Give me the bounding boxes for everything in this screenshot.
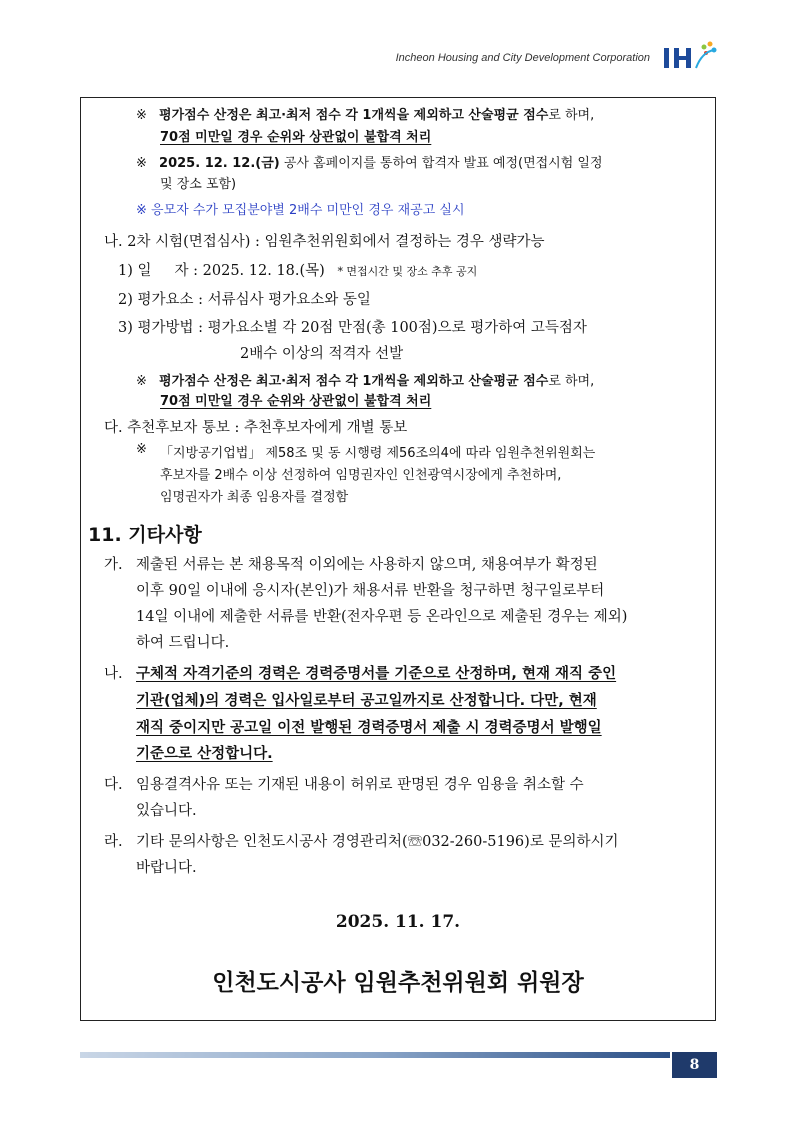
da-note-line-1: 「지방공기업법」 제58조 및 동 시행령 제56조의4에 따라 임원추천위원회는 — [160, 446, 596, 461]
note-2-rest: 공사 홈페이지를 통하여 합격자 발표 예정(면접시험 일정 — [279, 156, 603, 171]
item-na-1 — [118, 259, 477, 280]
footer-bar — [80, 1052, 670, 1058]
item-ga-line-2: 이후 90일 이내에 응시자(본인)가 채용서류 반환을 청구하면 청구일로부터 — [136, 583, 605, 599]
note-mark: ※ — [136, 156, 147, 171]
ih-logo-icon — [660, 38, 720, 72]
item-na-3-line-2: 2배수 이상의 적격자 선발 — [240, 346, 404, 362]
item-ra-line-2: 바랍니다. — [136, 860, 197, 876]
item-na2-line-2: 기관(업체)의 경력은 입사일로부터 공고일까지로 산정합니다. 다만, 현재 — [136, 693, 597, 709]
na-note-line-1 — [136, 370, 594, 389]
item-ga-line-4: 하여 드립니다. — [136, 635, 230, 651]
note-1-line-1 — [136, 104, 594, 123]
item-ga-label: 가. — [104, 557, 123, 573]
da-note-line-3: 임명권자가 최종 임용자를 결정함 — [160, 490, 349, 505]
note-1-rest: 로 하며, — [548, 108, 595, 123]
item-ga-line-1: 제출된 서류는 본 채용목적 이외에는 사용하지 않으며, 채용여부가 확정된 — [136, 557, 598, 573]
da-note-line-2: 후보자를 2배수 이상 선정하여 임명권자인 인천광역시장에게 추천하며, — [160, 468, 562, 483]
note-3: ※ 응모자 수가 모집분야별 2배수 미만인 경우 재공고 실시 — [136, 203, 465, 218]
item-ra-line-1: 기타 문의사항은 인천도시공사 경영관리처(☏032-260-5196)로 문의하시기 — [136, 834, 619, 850]
item-na2-line-4: 기준으로 산정합니다. — [136, 746, 273, 762]
note-1-line-2: 70점 미만일 경우 순위와 상관없이 불합격 처리 — [160, 130, 432, 145]
closing-signature: 인천도시공사 임원추천위원회 위원장 — [212, 970, 584, 996]
item-na2-line-3: 재직 중이지만 공고일 이전 발행된 경력증명서 제출 시 경력증명서 발행일 — [136, 720, 602, 736]
item-na-3-line-1: 3) 평가방법 : 평가요소별 각 20점 만점(총 100점)으로 평가하여 고득점자 — [118, 320, 587, 336]
item-da2-line-1: 임용결격사유 또는 기재된 내용이 허위로 판명된 경우 임용을 취소할 수 — [136, 777, 584, 793]
note-2-bold: 2025. 12. 12.(금) — [159, 156, 280, 171]
closing-date: 2025. 11. 17. — [335, 912, 461, 932]
note-2-line-1 — [136, 152, 603, 171]
na-note-line-2: 70점 미만일 경우 순위와 상관없이 불합격 처리 — [160, 394, 432, 409]
note-1-bold: 평가점수 산정은 최고·최저 점수 각 1개씩을 제외하고 산술평균 점수 — [159, 108, 549, 123]
item-da-title: 다. 추천후보자 통보 : 추천후보자에게 개별 통보 — [104, 420, 408, 436]
item-da2-label: 다. — [104, 777, 123, 793]
item-na-title: 나. 2차 시험(면접심사) : 임원추천위원회에서 결정하는 경우 생략가능 — [104, 234, 545, 250]
item-da2-line-2: 있습니다. — [136, 803, 197, 819]
section-11-heading: 11. 기타사항 — [88, 524, 202, 546]
note-mark: ※ — [136, 374, 147, 389]
item-na-1-note: * 면접시간 및 장소 추후 공지 — [337, 265, 478, 278]
na-note-rest: 로 하며, — [548, 374, 595, 389]
da-note-mark: ※ — [136, 442, 147, 457]
header-organization-name: Incheon Housing and City Development Corporation — [395, 52, 650, 64]
item-na-1-main: 1) 일 자 : 2025. 12. 18.(목) — [118, 263, 325, 279]
note-mark: ※ — [136, 108, 147, 123]
item-ga-line-3: 14일 이내에 제출한 서류를 반환(전자우편 등 온라인으로 제출된 경우는 제외) — [136, 609, 628, 625]
na-note-bold: 평가점수 산정은 최고·최저 점수 각 1개씩을 제외하고 산술평균 점수 — [159, 374, 549, 389]
item-ra-label: 라. — [104, 834, 123, 850]
page-number: 8 — [672, 1052, 717, 1078]
note-2-line-2: 및 장소 포함) — [160, 177, 237, 192]
item-na-2: 2) 평가요소 : 서류심사 평가요소와 동일 — [118, 292, 371, 308]
item-na2-label: 나. — [104, 666, 123, 682]
item-na2-line-1: 구체적 자격기준의 경력은 경력증명서를 기준으로 산정하며, 현재 재직 중인 — [136, 666, 617, 682]
